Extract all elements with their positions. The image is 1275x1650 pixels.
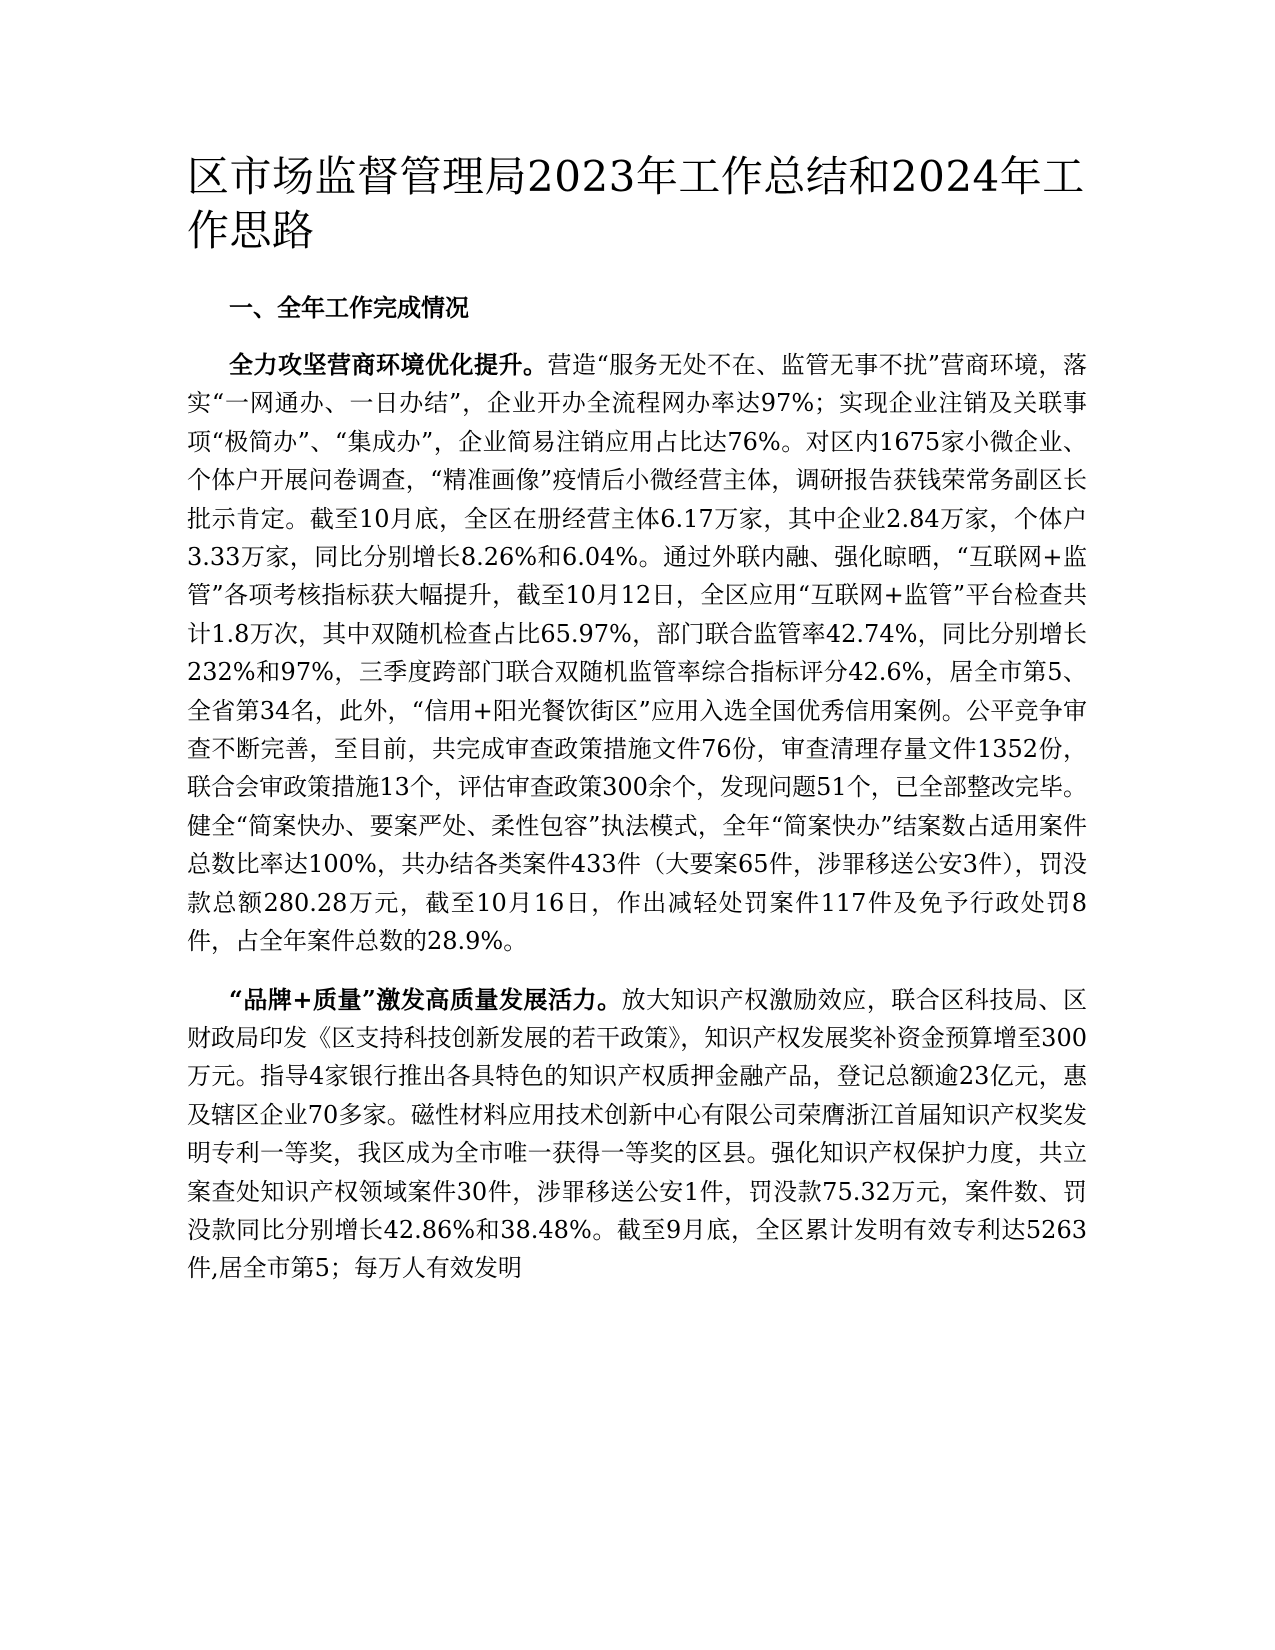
paragraph-body: 放大知识产权激励效应，联合区科技局、区财政局印发《区支持科技创新发展的若干政策》，知识产权发展奖补资金预算增至300万元。指导4家银行推出各具特色的知识产权质押金融产品，登记总额逾23亿元，惠及辖区企业70多家。磁性材料应用技术创新中心有限公司荣膺浙江首届知识产权奖发明专利一等奖，我区成为全市唯一获得一等奖的区县。强化知识产权保护力度，共立案查处知识产权领域案件30件，涉罪移送公安1件，罚没款75.32万元，案件数、罚没款同比分别增长42.86%和38.48%。截至9月底，全区累计发明有效专利达5263件,居全市第5；每万人有效发明: [187, 985, 1088, 1283]
document-title: 区市场监督管理局2023年工作总结和2024年工作思路: [187, 152, 1085, 255]
paragraph-body: 营造“服务无处不在、监管无事不扰”营商环境，落实“一网通办、一日办结”，企业开办全流程网办率达97%；实现企业注销及关联事项“极简办”、“集成办”，企业简易注销应用占比达76%。对区内1675家小微企业、个体户开展问卷调查，“精准画像”疫情后小微经营主体，调研报告获钱荣常务副区长批示肯定。截至10月底，全区在册经营主体6.17万家，其中企业2.84万家，个体户3.33万家，同比分别增长8.26%和6.04%。通过外联内融、强化晾晒，“互联网+监管”各项考核指标获大幅提升，截至10月12日，全区应用“互联网+监管”平台检查共计1.8万次，其中双随机检查占比65.97%，部门联合监管率42.74%，同比分别增长232%和97%，三季度跨部门联合双随机监管率综合指标评分42.6%，居全市第5、全省第34名，此外，“信用+阳光餐饮街区”应用入选全国优秀信用案例。公平竞争审查不断完善，至目前，共完成审查政策措施文件76份，审查清理存量文件1352份，联合会审政策措施13个，评估审查政策300余个，发现问题51个，已全部整改完毕。健全“简案快办、要案严处、柔性包容”执法模式，全年“简案快办”结案数占适用案件总数比率达100%，共办结各类案件433件（大要案65件，涉罪移送公安3件），罚没款总额280.28万元，截至10月16日，作出减轻处罚案件117件及免予行政处罚8件，占全年案件总数的28.9%。: [187, 351, 1087, 956]
paragraph-brand-quality: [187, 981, 1087, 1288]
paragraph-business-environment: [187, 346, 1087, 961]
section-heading: 一、全年工作完成情况: [229, 293, 469, 322]
document-page: [187, 150, 1087, 1308]
paragraph-lead: “品牌+质量”激发高质量发展活力。: [229, 984, 622, 1014]
paragraph-lead: 全力攻坚营商环境优化提升。: [229, 350, 548, 379]
